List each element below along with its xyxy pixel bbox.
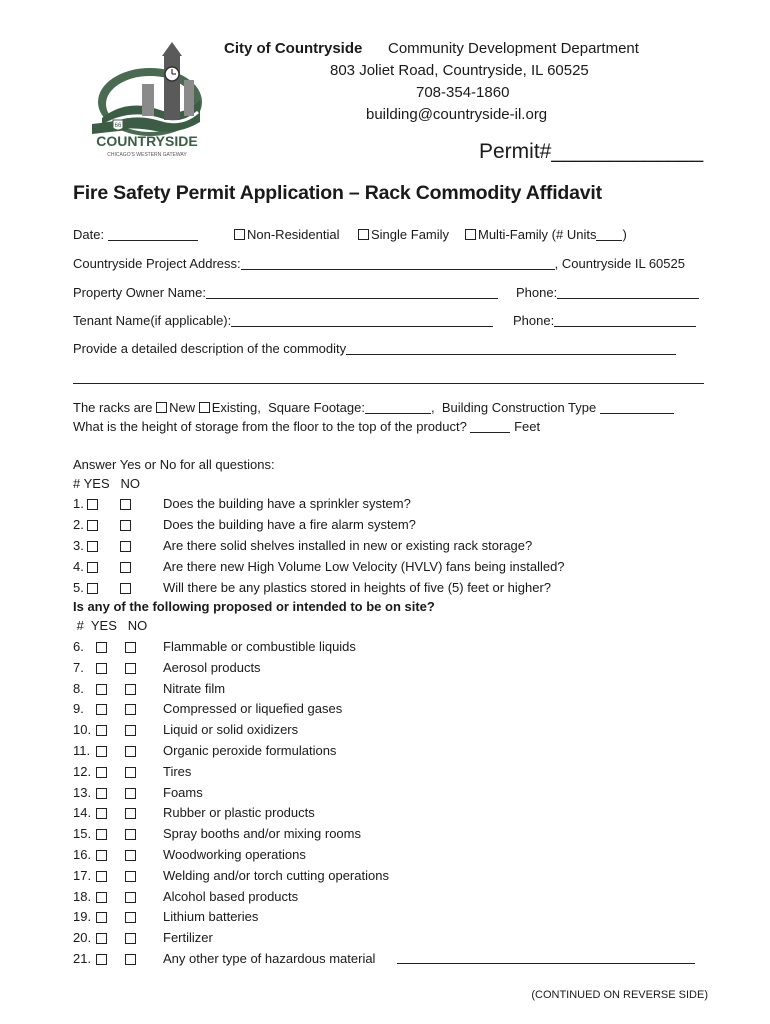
question-text: Does the building have a fire alarm system? <box>163 517 416 532</box>
yes-checkbox[interactable] <box>96 912 107 923</box>
units-field[interactable] <box>596 228 622 241</box>
question-text: Spray booths and/or mixing rooms <box>163 826 361 842</box>
yes-checkbox[interactable] <box>87 541 98 552</box>
single-family-label: Single Family <box>371 227 450 242</box>
header-yes: YES <box>90 618 117 633</box>
header-department: Community Development Department <box>388 40 639 57</box>
question-text: Flammable or combustible liquids <box>163 639 356 654</box>
no-checkbox[interactable] <box>125 892 136 903</box>
yes-checkbox[interactable] <box>96 829 107 840</box>
header-city: City of Countryside <box>224 40 363 57</box>
tenant-row <box>73 313 493 328</box>
feet-label: Feet <box>514 419 541 434</box>
no-checkbox[interactable] <box>125 746 136 757</box>
no-checkbox[interactable] <box>120 583 131 594</box>
section1-header <box>73 476 140 491</box>
project-address-label: Countryside Project Address: <box>73 256 241 271</box>
question-number: 15. <box>73 826 92 842</box>
multi-family-option[interactable] <box>465 227 627 242</box>
no-checkbox[interactable] <box>120 520 131 531</box>
yes-checkbox[interactable] <box>96 663 107 674</box>
question-text: Foams <box>163 784 203 800</box>
question-text: Woodworking operations <box>163 847 306 862</box>
square-footage-field[interactable] <box>365 401 431 414</box>
question-number: 9. <box>73 701 84 717</box>
tenant-phone-row <box>513 313 696 328</box>
no-checkbox[interactable] <box>125 850 136 861</box>
racks-label: The racks are <box>73 400 153 415</box>
racks-row: The racks are New Existing, Square Footage: , Building Construction Type <box>73 400 674 415</box>
question-text: Welding and/or torch cutting operations <box>163 867 389 883</box>
permit-number-label: Permit#_____________ <box>479 140 704 163</box>
question-text: Organic peroxide formulations <box>163 743 337 758</box>
section1-instruction: Answer Yes or No for all questions: <box>73 457 275 472</box>
yes-checkbox[interactable] <box>96 704 107 715</box>
non-residential-option[interactable] <box>234 227 340 242</box>
owner-row <box>73 285 498 300</box>
logo-tagline: CHICAGO'S WESTERN GATEWAY <box>107 152 187 158</box>
yes-checkbox[interactable] <box>96 725 107 736</box>
multi-family-close: ) <box>622 227 627 242</box>
non-residential-checkbox[interactable] <box>234 229 245 240</box>
header-num: # <box>76 618 84 633</box>
section2-header <box>73 618 147 633</box>
multi-family-checkbox[interactable] <box>465 229 476 240</box>
question-number: 18. <box>73 888 92 904</box>
tenant-name-field[interactable] <box>231 314 493 327</box>
no-checkbox[interactable] <box>125 933 136 944</box>
question-number: 2. <box>73 517 84 532</box>
question-text: Alcohol based products <box>163 888 299 904</box>
non-residential-label: Non-Residential <box>247 227 340 242</box>
height-question: What is the height of storage from the floor to the top of the product? <box>73 419 467 434</box>
route-shield-text: 66 <box>114 123 122 129</box>
yes-checkbox[interactable] <box>96 871 107 882</box>
question-text: Liquid or solid oxidizers <box>163 722 299 738</box>
no-checkbox[interactable] <box>125 684 136 695</box>
question-number: 6. <box>73 639 84 654</box>
yes-checkbox[interactable] <box>96 850 107 861</box>
question-text: Are there new High Volume Low Velocity (HVLV) fans being installed? <box>163 559 565 574</box>
owner-phone-row <box>516 285 699 300</box>
question-text: Does the building have a sprinkler system? <box>163 496 411 511</box>
no-checkbox[interactable] <box>125 912 136 923</box>
question-text: Nitrate film <box>163 680 226 696</box>
new-label: New <box>169 400 196 415</box>
question-number: 3. <box>73 538 84 553</box>
project-address-suffix: , Countryside IL 60525 <box>554 256 685 271</box>
continued-note: (CONTINUED ON REVERSE SIDE) <box>531 989 708 1001</box>
header-address: 803 Joliet Road, Countryside, IL 60525 <box>330 62 589 79</box>
yes-checkbox[interactable] <box>87 520 98 531</box>
section2-heading: Is any of the following proposed or intended to be on site? <box>73 599 435 614</box>
question-number: 11. <box>73 743 91 758</box>
yes-checkbox[interactable] <box>96 642 107 653</box>
no-checkbox[interactable] <box>125 767 136 778</box>
existing-label: Existing, <box>211 400 261 415</box>
no-checkbox[interactable] <box>125 663 136 674</box>
yes-checkbox[interactable] <box>96 808 107 819</box>
page-title: Fire Safety Permit Application – Rack Commodity Affidavit <box>73 182 602 204</box>
construction-type-field[interactable] <box>600 401 674 414</box>
question-text: Rubber or plastic products <box>163 805 315 821</box>
single-family-option[interactable] <box>358 227 449 242</box>
no-checkbox[interactable] <box>125 788 136 799</box>
countryside-logo <box>82 40 212 162</box>
no-checkbox[interactable] <box>125 642 136 653</box>
question-number: 12. <box>73 763 92 779</box>
commodity-row <box>73 341 676 356</box>
multi-family-label: Multi-Family (# Units <box>478 227 597 242</box>
commodity-field-line-2[interactable] <box>73 383 704 384</box>
date-field[interactable] <box>108 228 198 241</box>
tenant-phone-label: Phone: <box>513 313 555 328</box>
question-number: 4. <box>73 559 84 574</box>
owner-phone-label: Phone: <box>516 285 558 300</box>
question-number: 16. <box>73 847 92 862</box>
yes-checkbox[interactable] <box>96 767 107 778</box>
date-label: Date: <box>73 227 105 242</box>
question-number: 7. <box>73 659 84 675</box>
header-email: building@countryside-il.org <box>366 106 548 123</box>
height-row <box>73 419 540 434</box>
no-checkbox[interactable] <box>125 725 136 736</box>
project-address-field[interactable] <box>241 257 555 270</box>
owner-name-field[interactable] <box>206 286 498 299</box>
header-num: # <box>73 476 81 491</box>
no-checkbox[interactable] <box>120 562 131 573</box>
date-row <box>73 227 198 242</box>
question-number: 17. <box>73 867 92 883</box>
question-text: Tires <box>163 763 192 779</box>
no-checkbox[interactable] <box>125 871 136 882</box>
question-text: Compressed or liquefied gases <box>163 701 343 717</box>
no-checkbox[interactable] <box>125 954 136 965</box>
square-footage-label: Square Footage: <box>268 400 365 415</box>
other-hazard-field[interactable] <box>397 951 695 964</box>
question-number: 5. <box>73 580 84 595</box>
no-checkbox[interactable] <box>125 704 136 715</box>
owner-phone-field[interactable] <box>557 286 699 299</box>
yes-checkbox[interactable] <box>96 746 107 757</box>
header-no: NO <box>120 476 140 491</box>
question-text: Lithium batteries <box>163 909 259 925</box>
tenant-phone-field[interactable] <box>554 314 696 327</box>
tenant-label: Tenant Name(if applicable): <box>73 313 232 328</box>
question-number: 8. <box>73 680 84 696</box>
question-text: Aerosol products <box>163 659 261 675</box>
question-text: Any other type of hazardous material <box>163 951 376 966</box>
yes-checkbox[interactable] <box>96 892 107 903</box>
yes-checkbox[interactable] <box>87 562 98 573</box>
single-family-checkbox[interactable] <box>358 229 369 240</box>
project-address-row <box>73 256 685 271</box>
question-text: Fertilizer <box>163 930 213 946</box>
question-number: 13. <box>73 784 92 800</box>
question-number: 14. <box>73 805 92 821</box>
question-number: 19. <box>73 909 92 925</box>
yes-checkbox[interactable] <box>96 788 107 799</box>
header-no: NO <box>127 618 148 633</box>
question-number: 1. <box>73 496 84 511</box>
yes-checkbox[interactable] <box>87 583 98 594</box>
no-checkbox[interactable] <box>125 808 136 819</box>
question-number: 10. <box>73 722 92 738</box>
commodity-field[interactable] <box>346 342 676 355</box>
construction-type-label: Building Construction Type <box>441 400 597 415</box>
owner-label: Property Owner Name: <box>73 285 206 300</box>
yes-checkbox[interactable] <box>96 684 107 695</box>
no-checkbox[interactable] <box>120 541 131 552</box>
no-checkbox[interactable] <box>120 499 131 510</box>
yes-checkbox[interactable] <box>96 933 107 944</box>
question-text: Are there solid shelves installed in new or existing rack storage? <box>163 538 533 553</box>
yes-checkbox[interactable] <box>87 499 98 510</box>
no-checkbox[interactable] <box>125 829 136 840</box>
header-yes: YES <box>83 476 110 491</box>
commodity-label: Provide a detailed description of the commodity <box>73 341 347 356</box>
height-field[interactable] <box>470 420 510 433</box>
question-number: 20. <box>73 930 92 946</box>
question-number: 21. <box>73 951 92 966</box>
existing-checkbox[interactable] <box>199 402 210 413</box>
yes-checkbox[interactable] <box>96 954 107 965</box>
new-checkbox[interactable] <box>156 402 167 413</box>
header-phone: 708-354-1860 <box>416 84 510 101</box>
question-text: Will there be any plastics stored in heights of five (5) feet or higher? <box>163 580 552 595</box>
logo-name: COUNTRYSIDE <box>96 133 198 149</box>
